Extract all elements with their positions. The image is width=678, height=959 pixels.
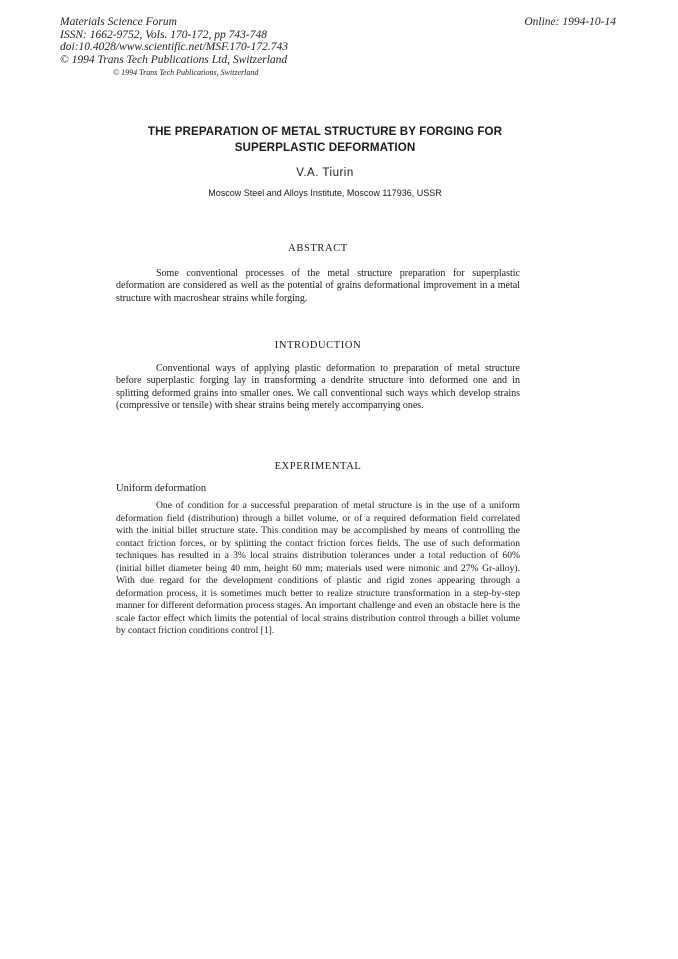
- issn-line: ISSN: 1662-9752, Vols. 170-172, pp 743-748: [60, 28, 267, 41]
- author-name: V.A. Tiurin: [296, 167, 354, 179]
- paper-title: THE PREPARATION OF METAL STRUCTURE BY FORGING FOR SUPERPLASTIC DEFORMATION: [147, 125, 503, 154]
- introduction-text: Conventional ways of applying plastic deformation to preparation of metal structure before superplastic forging lay in transforming a dendrite structure into deformed one and in splitting deformed grains into smaller ones. We call conventional such ways which develop strains (compressive or tensile) with shear strains being merely accompanying ones.: [116, 363, 520, 411]
- introduction-heading: INTRODUCTION: [274, 340, 362, 351]
- uniform-deformation-subheading: Uniform deformation: [116, 483, 207, 494]
- abstract-heading: ABSTRACT: [288, 243, 348, 254]
- copyright-line: © 1994 Trans Tech Publications Ltd, Switzerland: [60, 53, 288, 66]
- experimental-text: One of condition for a successful preparation of metal structure is in the use of a uniform deformation field (distribution) through a billet volume, or of a required deformation field correlated with the initial billet structure state. This condition may be accomplished by means of controlling the contact friction forces, or by splitting the contact friction forces fields. The use of such deformation techniques has resulted in a 3% local strains distribution tolerances under a total reduction of 60% (initial billet diameter being 40 mm, height 60 mm; materials used were nimonic and 27% Gr-alloy). With due regard for the development conditions of plastic and rigid zones appearing through a deformation process, it is sometimes much better to realize structure transformation in a step-by-step manner for different deformation process stages. An important challenge and even an obstacle here is the scale factor effect which limits the potential of local strains distribution control through a billet volume by contact friction conditions control [1].: [116, 500, 520, 637]
- abstract-text: Some conventional processes of the metal structure preparation for superplastic deformation are considered as well as the potential of grains deformational improvement in a metal structure with macroshear strains while forging.: [116, 268, 520, 304]
- online-date: Online: 1994-10-14: [524, 16, 616, 28]
- original-copyright: © 1994 Trans Tech Publications, Switzerland: [113, 68, 259, 77]
- journal-header: [60, 16, 288, 66]
- doi-line: doi:10.4028/www.scientific.net/MSF.170-172.743: [60, 41, 288, 53]
- affiliation: Moscow Steel and Alloys Institute, Moscow 117936, USSR: [208, 188, 442, 198]
- journal-name: Materials Science Forum: [60, 16, 177, 28]
- experimental-heading: EXPERIMENTAL: [274, 461, 362, 472]
